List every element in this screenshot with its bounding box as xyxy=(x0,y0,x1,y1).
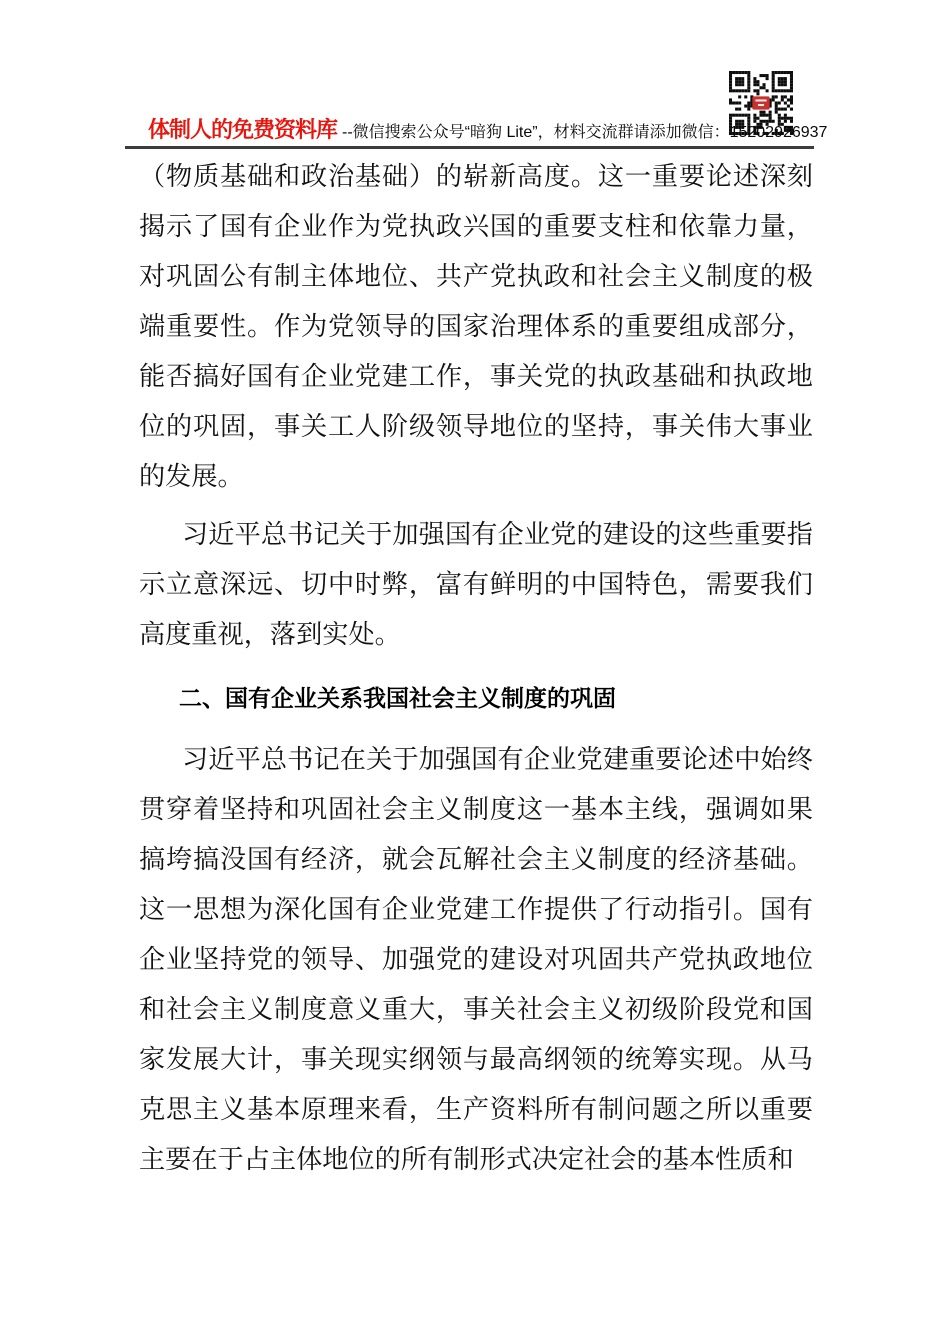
body-paragraph: 习近平总书记关于加强国有企业党的建设的这些重要指示立意深远、切中时弊，富有鲜明的中国特色，需要我们高度重视，落到实处。 xyxy=(139,520,813,649)
document-body xyxy=(139,152,813,1185)
section-heading: 二、国有企业关系我国社会主义制度的巩固 xyxy=(179,685,616,711)
header-divider xyxy=(125,146,814,149)
body-paragraph: 习近平总书记在关于加强国有企业党建重要论述中始终贯穿着坚持和巩固社会主义制度这一基本主线，强调如果搞垮搞没国有经济，就会瓦解社会主义制度的经济基础。这一思想为深化国有企业党建工作提供了行动指引。国有企业坚持党的领导、加强党的建设对巩固共产党执政地位和社会主义制度意义重大，事关社会主义初级阶段党和国家发展大计，事关现实纲领与最高纲领的统筹实现。从马克思主义基本原理来看，生产资料所有制问题之所以重要主要在于占主体地位的所有制形式决定社会的基本性质和 xyxy=(139,745,813,1174)
header-subtitle: --微信搜索公众号“暗狗 Lite”，材料交流群请添加微信：15202926937 xyxy=(342,124,828,141)
page-header xyxy=(148,113,827,144)
body-paragraph: （物质基础和政治基础）的崭新高度。这一重要论述深刻揭示了国有企业作为党执政兴国的重要支柱和依靠力量，对巩固公有制主体地位、共产党执政和社会主义制度的极端重要性。作为党领导的国家治理体系的重要组成部分，能否搞好国有企业党建工作，事关党的执政基础和执政地位的巩固，事关工人阶级领导地位的坚持，事关伟大事业的发展。 xyxy=(139,162,813,491)
brand-title: 体制人的免费资料库 xyxy=(148,117,338,142)
